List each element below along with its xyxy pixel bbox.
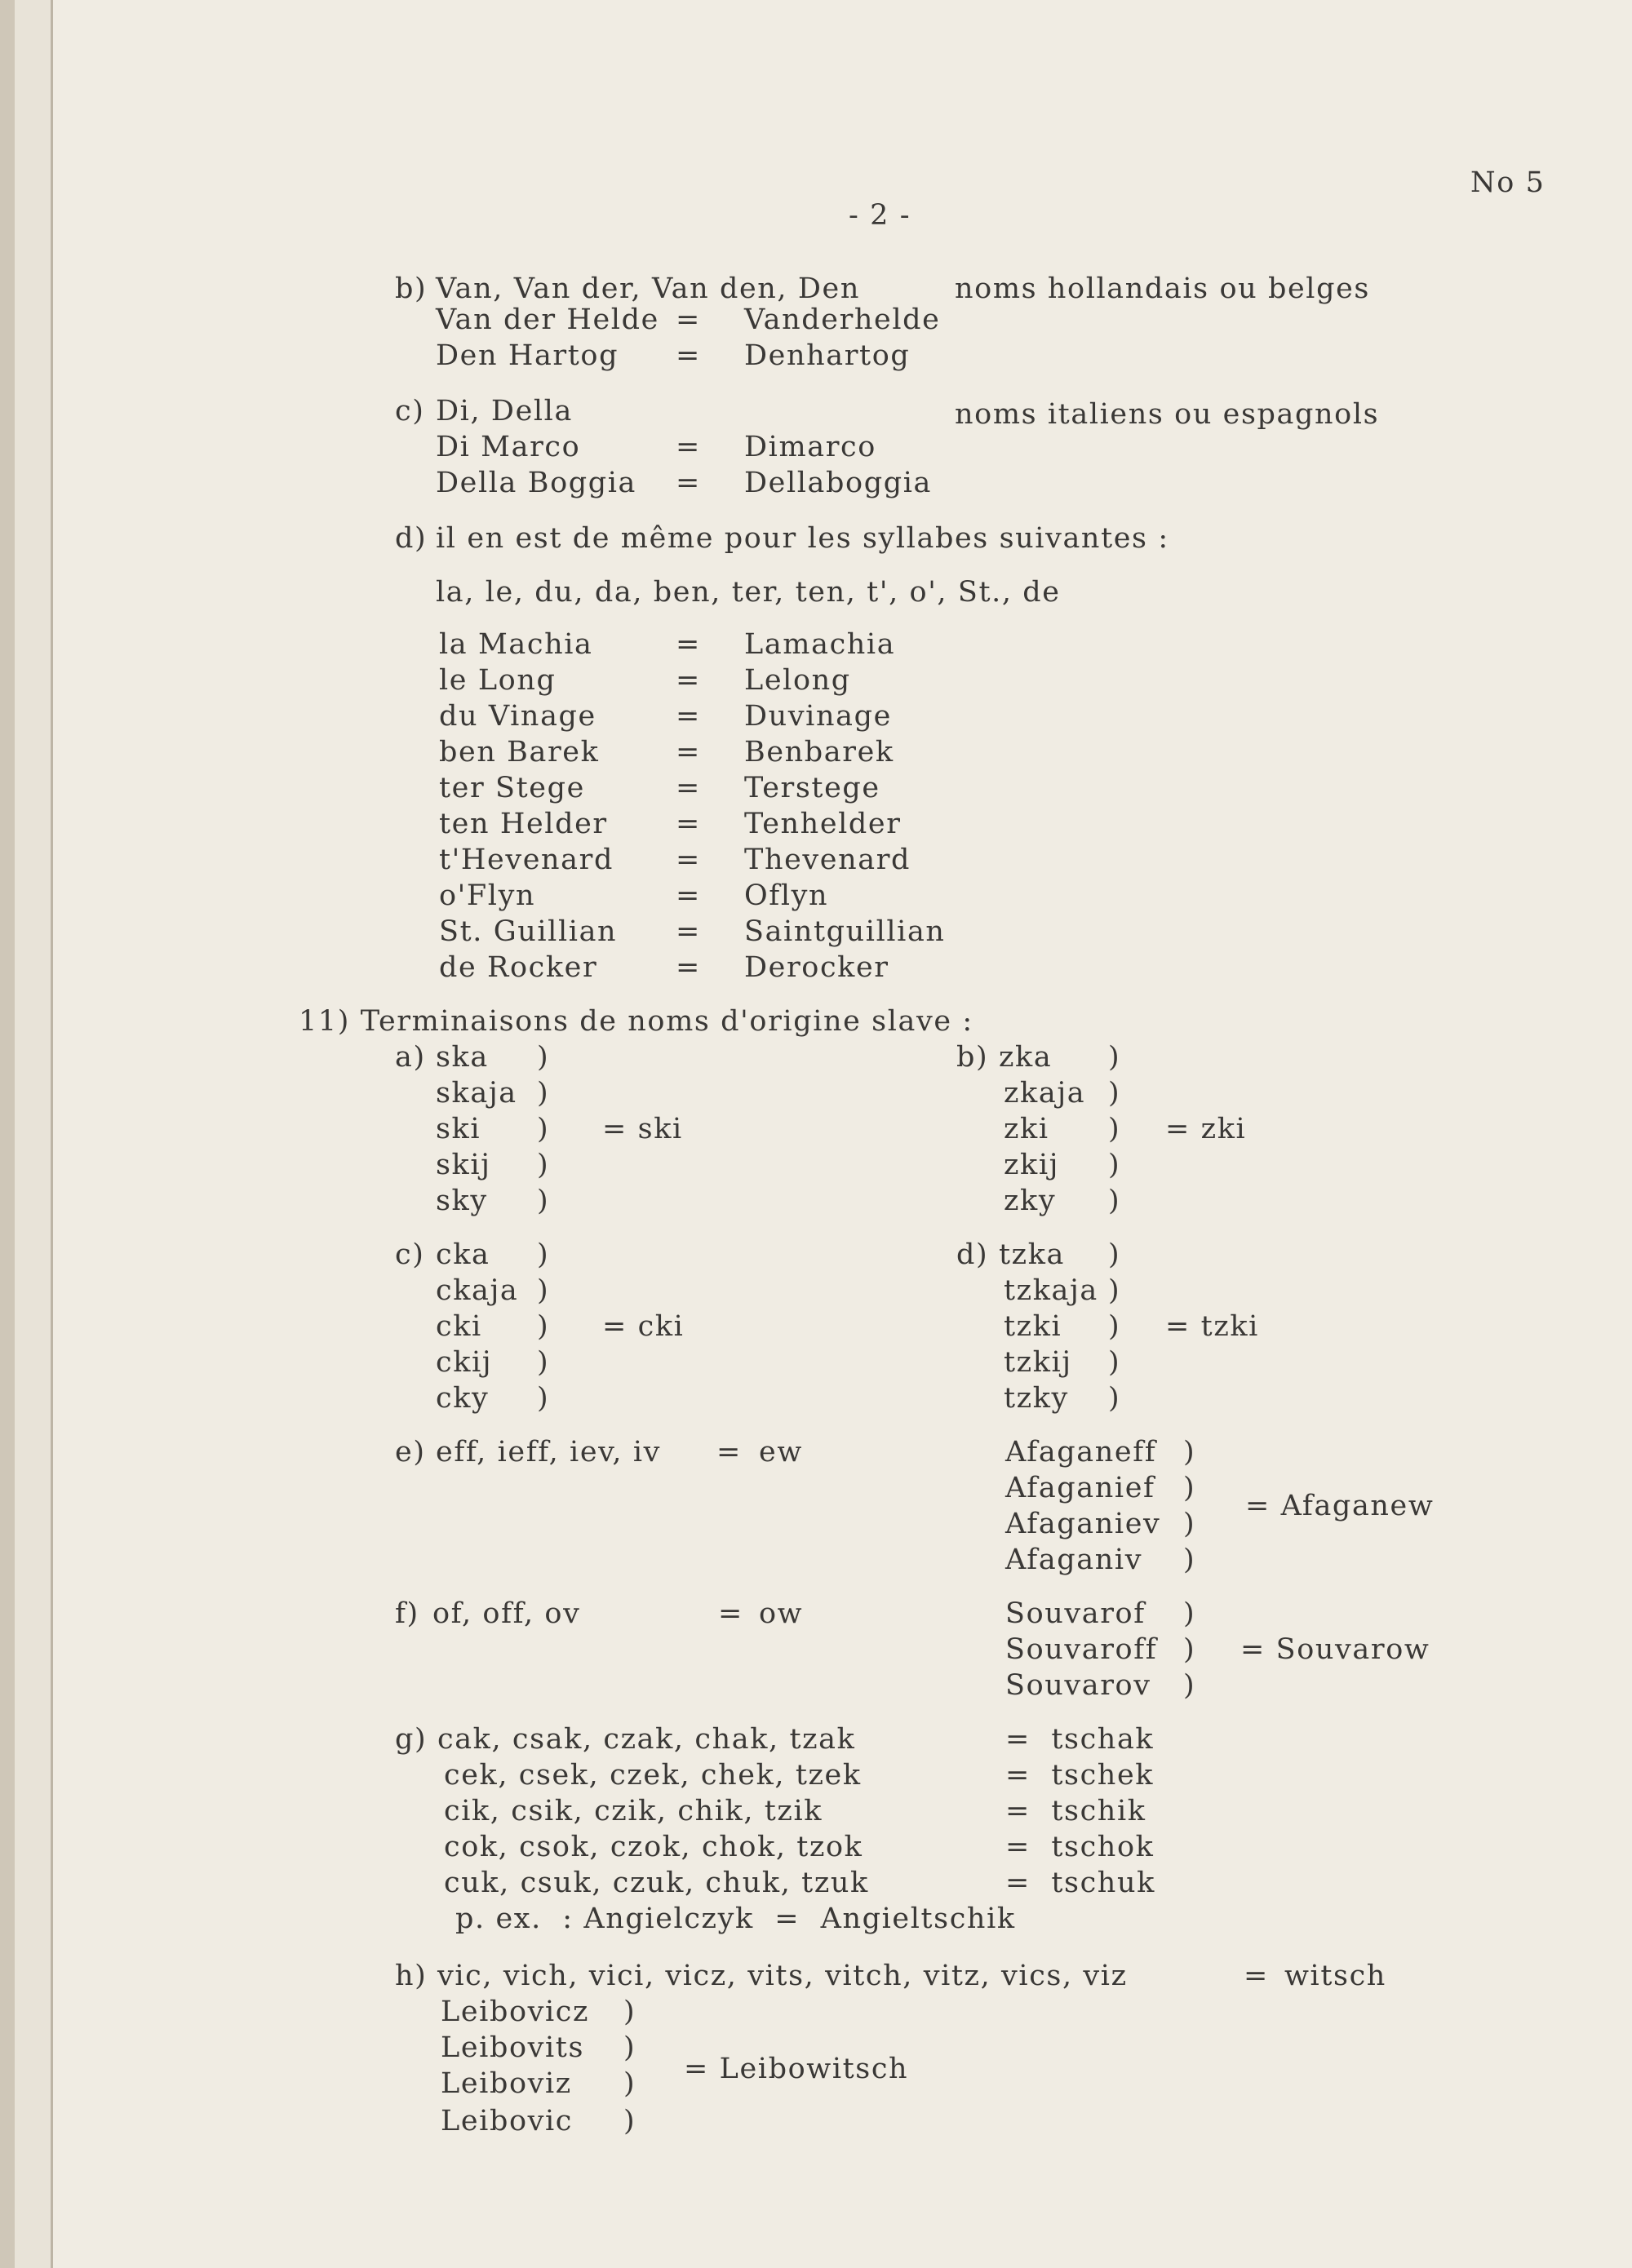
row-equals: = <box>676 772 701 804</box>
row-equals: = <box>676 808 701 840</box>
row-equals: = <box>676 628 701 661</box>
section-11f-label: f) <box>395 1597 419 1630</box>
bracket: ) <box>537 1346 550 1379</box>
row-equals: = <box>676 467 701 499</box>
row-from: o'Flyn <box>439 879 536 912</box>
bracket: ) <box>1183 1669 1196 1702</box>
section-11-title: 11) Terminaisons de noms d'origine slave : <box>299 1005 973 1038</box>
bracket: ) <box>1183 1597 1196 1630</box>
example-result: = Afaganew <box>1245 1490 1435 1522</box>
row-from: Den Hartog <box>436 339 619 372</box>
row-to: Oflyn <box>744 879 829 912</box>
row-from: ben Barek <box>439 736 600 769</box>
bracket: ) <box>1108 1274 1121 1307</box>
row-equals: = <box>676 915 701 948</box>
ending-rule: eff, ieff, iev, iv <box>436 1436 661 1468</box>
bracket: ) <box>1108 1113 1121 1145</box>
row-to: Lelong <box>744 664 851 697</box>
row-equals: = <box>676 303 701 336</box>
bracket: ) <box>537 1238 550 1271</box>
example-name: Afaganeff <box>1005 1436 1157 1468</box>
bracket: ) <box>1183 1633 1196 1666</box>
ending-item: tzkij <box>1004 1346 1072 1379</box>
section-11h-label: h) <box>395 1960 428 1992</box>
bracket: ) <box>537 1382 550 1415</box>
rule-equals: = <box>718 1597 743 1630</box>
example-name: Souvarof <box>1005 1597 1146 1630</box>
ending-item: ski <box>436 1113 481 1145</box>
ending-item: skij <box>436 1149 491 1181</box>
example-name: Leiboviz <box>441 2067 572 2100</box>
bracket: ) <box>623 2105 636 2137</box>
bracket: ) <box>1108 1238 1121 1271</box>
ending-rule: cik, csik, czik, chik, tzik <box>444 1795 823 1827</box>
bracket: ) <box>537 1149 550 1181</box>
row-equals: = <box>676 431 701 463</box>
example-name: Afaganief <box>1005 1472 1155 1504</box>
section-11b-label: b) <box>956 1041 989 1074</box>
row-equals: = <box>676 339 701 372</box>
ending-item: zky <box>1004 1185 1057 1217</box>
row-from: ten Helder <box>439 808 608 840</box>
row-from: Van der Helde <box>436 303 659 336</box>
page-edge <box>0 0 15 2268</box>
example-name: Souvaroff <box>1005 1633 1158 1666</box>
example-result: = Souvarow <box>1240 1633 1430 1666</box>
ending-rule: of, off, ov <box>432 1597 581 1630</box>
bracket: ) <box>537 1310 550 1343</box>
ending-item: ckij <box>436 1346 493 1379</box>
bracket: ) <box>537 1041 550 1074</box>
bracket: ) <box>1183 1544 1196 1576</box>
rule-equals: = <box>716 1436 742 1468</box>
ending-rule: cuk, csuk, czuk, chuk, tzuk <box>444 1867 869 1899</box>
section-d-label: d) <box>395 522 428 555</box>
example-name: Leibovicz <box>441 1996 590 2028</box>
row-equals: = <box>676 951 701 984</box>
bracket: ) <box>1108 1041 1121 1074</box>
ending-result: = ski <box>602 1113 683 1145</box>
example-name: Afaganiev <box>1005 1508 1161 1540</box>
row-from: St. Guillian <box>439 915 618 948</box>
section-b-prefixes: Van, Van der, Van den, Den <box>436 272 860 305</box>
ending-item: tzki <box>1004 1310 1062 1343</box>
bracket: ) <box>537 1274 550 1307</box>
row-to: Saintguillian <box>744 915 946 948</box>
ending-item: zka <box>999 1041 1053 1074</box>
bracket: ) <box>623 1996 636 2028</box>
example-name: Leibovits <box>441 2031 585 2064</box>
section-d-heading: il en est de même pour les syllabes suivantes : <box>436 522 1169 555</box>
section-11c-label: c) <box>395 1238 425 1271</box>
row-from: de Rocker <box>439 951 598 984</box>
bracket: ) <box>1108 1346 1121 1379</box>
rule-result: = tschak <box>1005 1723 1155 1756</box>
section-b-note: noms hollandais ou belges <box>955 272 1370 305</box>
bracket: ) <box>1108 1382 1121 1415</box>
bracket: ) <box>1108 1185 1121 1217</box>
ending-result: = zki <box>1165 1113 1247 1145</box>
bracket: ) <box>537 1077 550 1110</box>
ending-item: zki <box>1004 1113 1049 1145</box>
rule-target: ew <box>759 1436 803 1468</box>
row-to: Vanderhelde <box>744 303 941 336</box>
ending-item: tzkaja <box>1004 1274 1098 1307</box>
bracket: ) <box>1183 1472 1196 1504</box>
bracket: ) <box>623 2031 636 2064</box>
row-from: Di Marco <box>436 431 581 463</box>
row-equals: = <box>676 664 701 697</box>
ending-item: ckaja <box>436 1274 519 1307</box>
rule-result: = tschek <box>1005 1759 1155 1792</box>
row-to: Derocker <box>744 951 889 984</box>
rule-equals: = <box>1244 1960 1269 1992</box>
page-number: - 2 - <box>849 199 911 232</box>
rule-target: ow <box>759 1597 804 1630</box>
row-to: Thevenard <box>744 844 911 876</box>
rule-result: = tschok <box>1005 1831 1155 1863</box>
bracket: ) <box>1183 1508 1196 1540</box>
ending-rule: cek, csek, czek, chek, tzek <box>444 1759 862 1792</box>
row-to: Lamachia <box>744 628 896 661</box>
example-name: Afaganiv <box>1005 1544 1143 1576</box>
section-b-label: b) <box>395 272 428 305</box>
row-equals: = <box>676 879 701 912</box>
rule-result: = tschik <box>1005 1795 1146 1827</box>
ending-rule: vic, vich, vici, vicz, vits, vitch, vitz, vics, viz <box>437 1960 1128 1992</box>
example-result: = Leibowitsch <box>684 2053 909 2085</box>
row-to: Benbarek <box>744 736 894 769</box>
row-from: du Vinage <box>439 700 596 733</box>
ending-rule: cok, csok, czok, chok, tzok <box>444 1831 863 1863</box>
ending-result: = cki <box>602 1310 685 1343</box>
section-d-syllables: la, le, du, da, ben, ter, ten, t', o', St., de <box>436 576 1061 609</box>
row-from: ter Stege <box>439 772 585 804</box>
example-line: p. ex. : Angielczyk = Angieltschik <box>455 1903 1016 1935</box>
example-name: Souvarov <box>1005 1669 1151 1702</box>
section-11g-label: g) <box>395 1723 428 1756</box>
row-from: le Long <box>439 664 557 697</box>
row-equals: = <box>676 736 701 769</box>
row-to: Dellaboggia <box>744 467 932 499</box>
section-c-prefixes: Di, Della <box>436 395 573 427</box>
rule-result: = tschuk <box>1005 1867 1155 1899</box>
ending-item: cky <box>436 1382 490 1415</box>
row-to: Terstege <box>744 772 880 804</box>
section-c-label: c) <box>395 395 425 427</box>
section-11d-label: d) <box>956 1238 989 1271</box>
bracket: ) <box>1108 1310 1121 1343</box>
ending-item: zkaja <box>1004 1077 1086 1110</box>
ending-item: skaja <box>436 1077 517 1110</box>
bracket: ) <box>1108 1077 1121 1110</box>
row-to: Denhartog <box>744 339 911 372</box>
rule-target: witsch <box>1284 1960 1386 1992</box>
row-to: Duvinage <box>744 700 892 733</box>
ending-result: = tzki <box>1165 1310 1259 1343</box>
row-from: t'Hevenard <box>439 844 614 876</box>
bracket: ) <box>537 1185 550 1217</box>
bracket: ) <box>1183 1436 1196 1468</box>
bracket: ) <box>1108 1149 1121 1181</box>
ending-item: cki <box>436 1310 482 1343</box>
ending-item: ska <box>436 1041 489 1074</box>
row-from: Della Boggia <box>436 467 637 499</box>
ending-item: zkij <box>1004 1149 1060 1181</box>
row-equals: = <box>676 844 701 876</box>
bracket: ) <box>623 2067 636 2100</box>
row-to: Dimarco <box>744 431 876 463</box>
section-c-note: noms italiens ou espagnols <box>955 398 1380 431</box>
row-equals: = <box>676 700 701 733</box>
row-to: Tenhelder <box>744 808 902 840</box>
example-name: Leibovic <box>441 2105 573 2137</box>
ending-item: sky <box>436 1185 488 1217</box>
row-from: la Machia <box>439 628 593 661</box>
ending-item: tzka <box>999 1238 1065 1271</box>
bracket: ) <box>537 1113 550 1145</box>
ending-item: tzky <box>1004 1382 1069 1415</box>
ending-item: cka <box>436 1238 490 1271</box>
document-number: No 5 <box>1470 166 1546 199</box>
section-11a-label: a) <box>395 1041 426 1074</box>
ending-rule: cak, csak, czak, chak, tzak <box>437 1723 856 1756</box>
section-11e-label: e) <box>395 1436 426 1468</box>
